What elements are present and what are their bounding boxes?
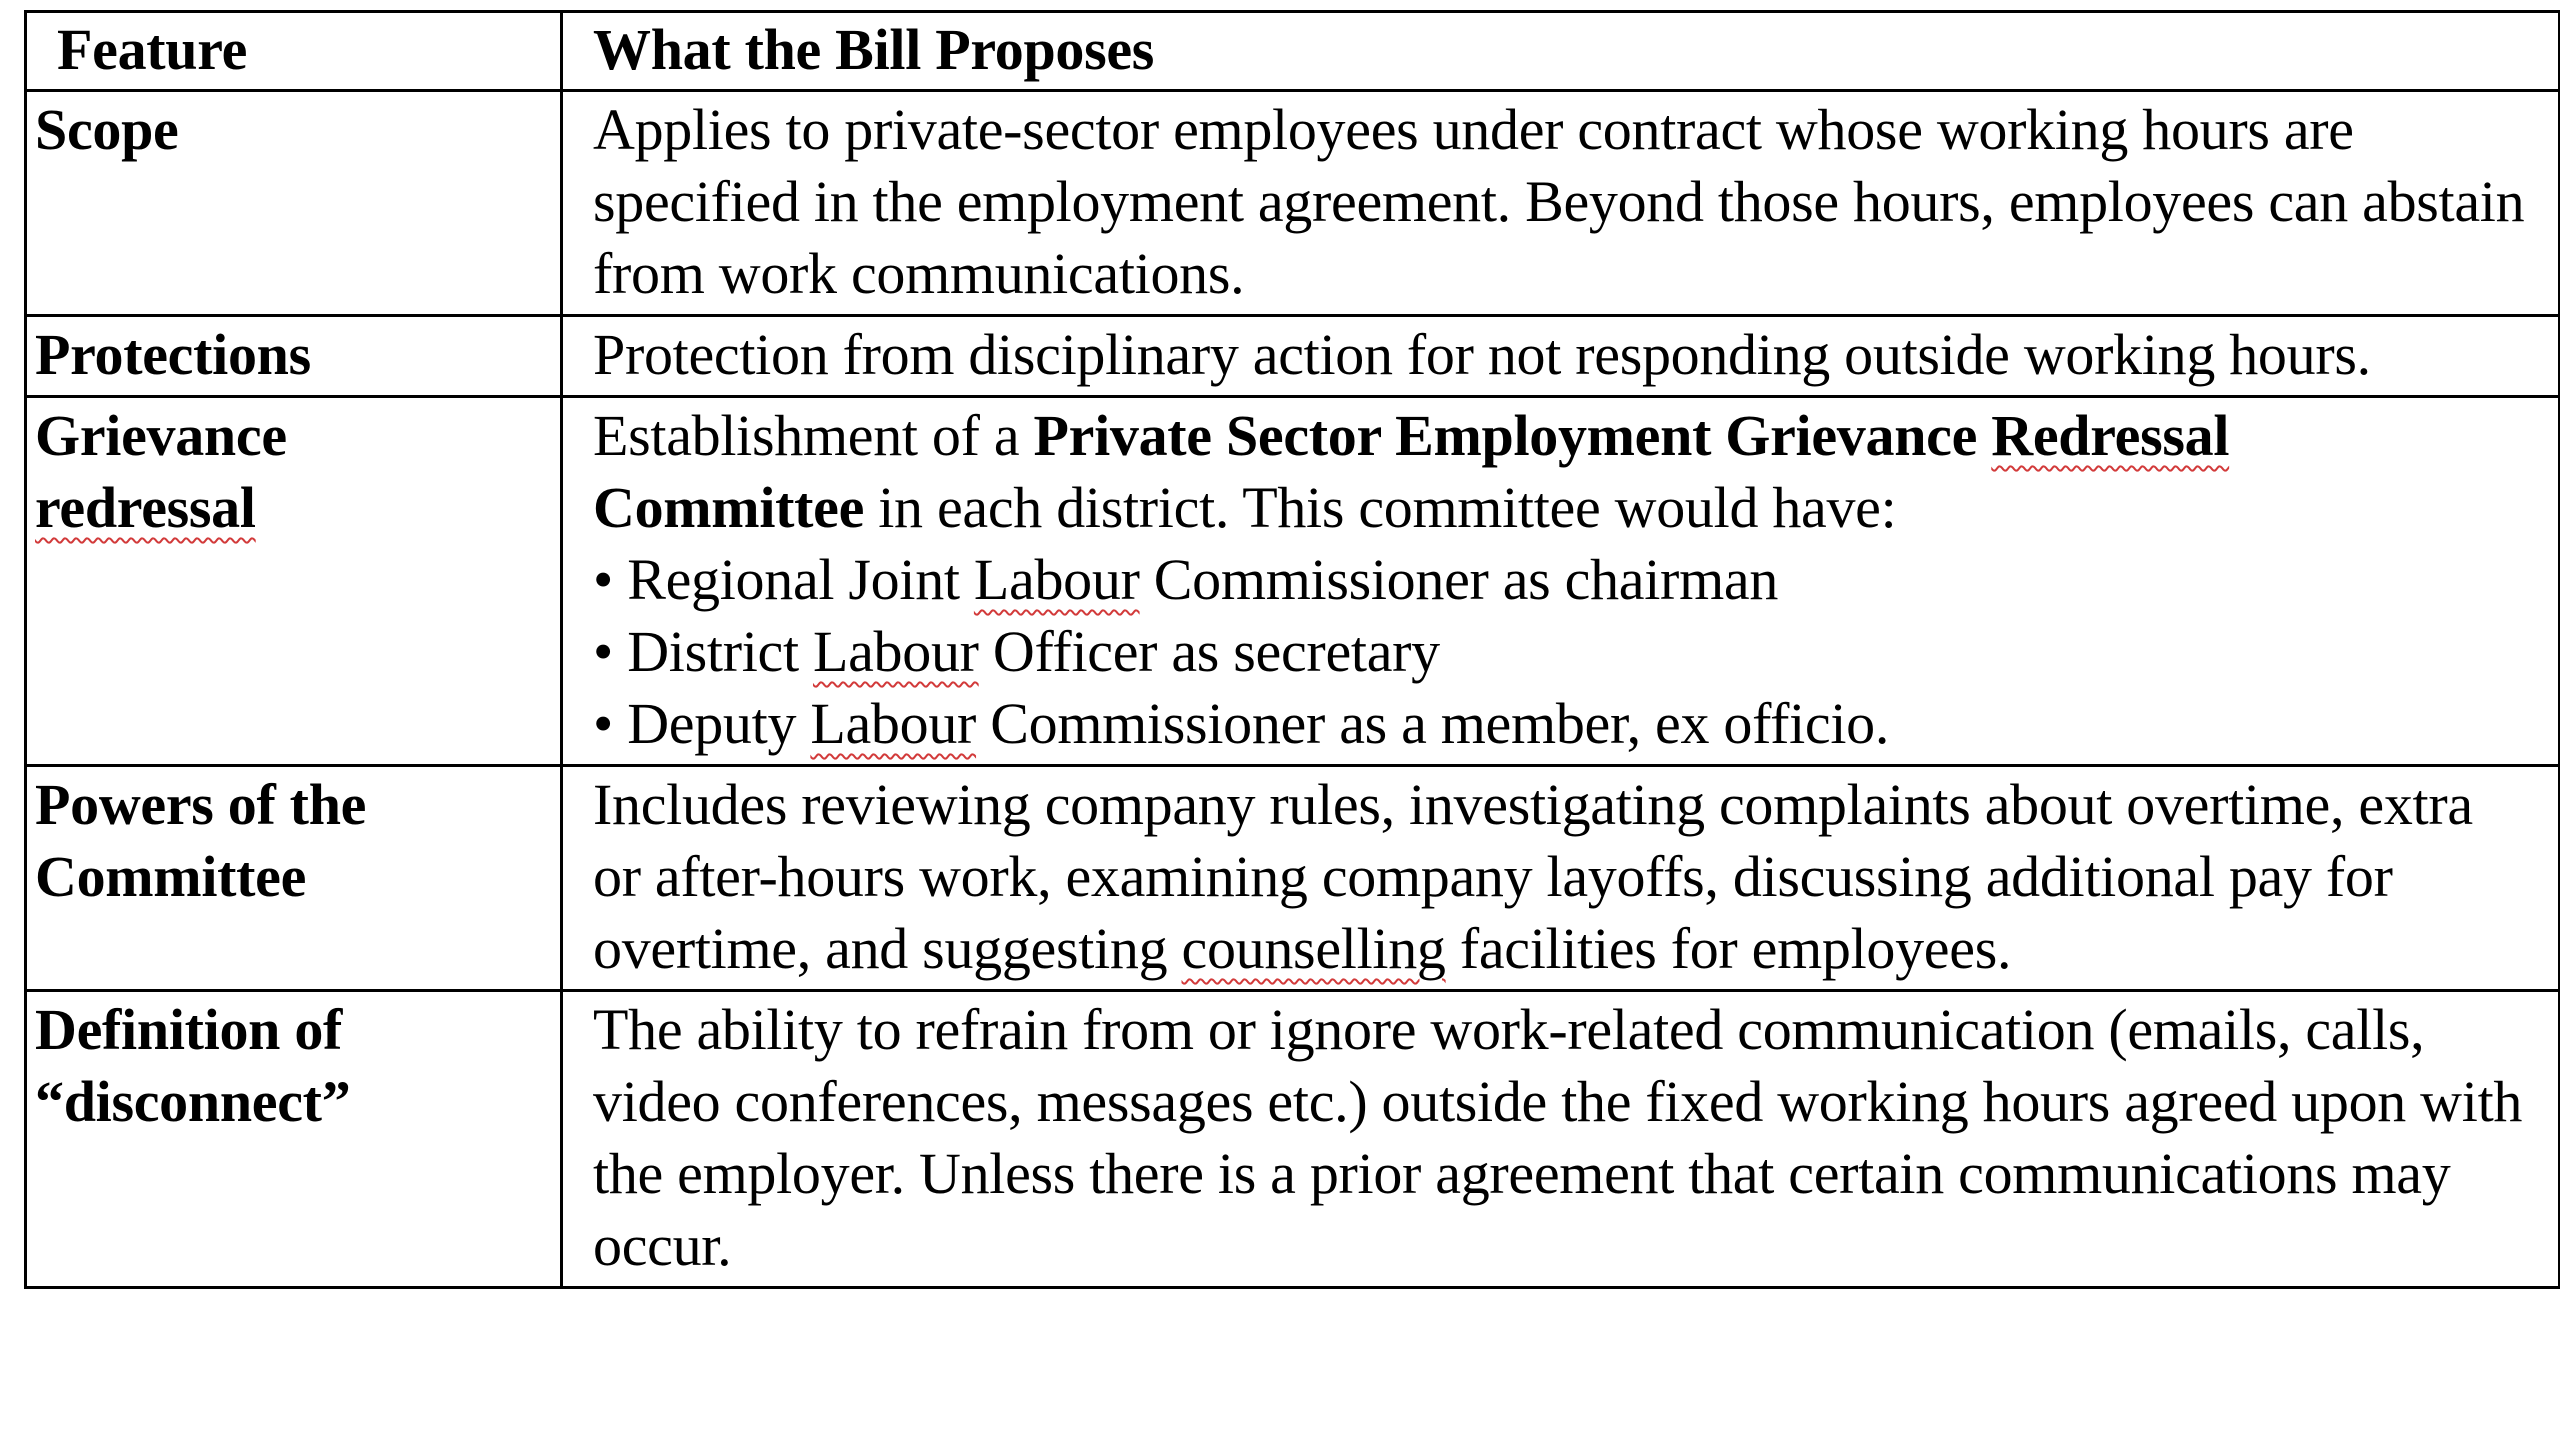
spellcheck-flagged-word: redressal	[35, 475, 256, 540]
spellcheck-flagged-word: Labour	[812, 619, 979, 684]
table-row	[26, 991, 2560, 1288]
header-proposal: What the Bill Proposes	[562, 12, 2560, 91]
list-item-text: • Deputy	[593, 691, 811, 756]
proposal-cell	[562, 397, 2560, 766]
list-item-text: Commissioner as chairman	[1139, 547, 1779, 612]
spellcheck-flagged-word: counselling	[1181, 916, 1446, 981]
feature-cell: Powers of the Committee	[26, 766, 562, 991]
table-row	[26, 91, 2560, 316]
proposal-intro-rest: in each district. This committee would have:	[864, 475, 1897, 540]
list-item	[593, 616, 2532, 688]
list-item	[593, 544, 2532, 616]
list-item-text: Commissioner as a member, ex officio.	[976, 691, 1890, 756]
proposal-text: facilities for employees.	[1445, 916, 2012, 981]
proposal-intro: Establishment of a	[593, 403, 1034, 468]
spellcheck-flagged-word: Labour	[810, 691, 977, 756]
list-item-text: • Regional Joint	[593, 547, 974, 612]
spellcheck-flagged-word: Labour	[973, 547, 1140, 612]
table-header-row	[26, 12, 2560, 91]
proposal-cell: Protection from disciplinary action for not responding outside working hours.	[562, 316, 2560, 397]
proposal-text: Includes reviewing company rules, investigating complaints about overtime, extra or after-hours work, examining company layoffs, discussing additional pay for overtime, and suggesting	[593, 772, 2473, 981]
committee-name-part: Committee	[593, 475, 865, 540]
feature-text: Grievance	[35, 403, 287, 468]
header-feature: Feature	[26, 12, 562, 91]
table-row	[26, 316, 2560, 397]
feature-cell: Scope	[26, 91, 562, 316]
list-item-text: Officer as secretary	[978, 619, 1440, 684]
proposal-cell: The ability to refrain from or ignore work-related communication (emails, calls, video conferences, messages etc.) outside the fixed working hours agreed upon with the employer. Unless there is a prior agreement that certain communications may occur.	[562, 991, 2560, 1288]
feature-cell: Protections	[26, 316, 562, 397]
list-item-text: • District	[593, 619, 813, 684]
proposal-table	[24, 10, 2560, 1289]
feature-cell	[26, 397, 562, 766]
feature-cell: Definition of “disconnect”	[26, 991, 562, 1288]
table-row	[26, 766, 2560, 991]
committee-name-part: Private Sector Employment Grievance	[1033, 403, 1978, 468]
list-item	[593, 688, 2532, 760]
table-row	[26, 397, 2560, 766]
spellcheck-flagged-word: Redressal	[1991, 403, 2230, 468]
proposal-cell: Applies to private-sector employees under contract whose working hours are specified in the employment agreement. Beyond those hours, employees can abstain from work communications.	[562, 91, 2560, 316]
proposal-cell	[562, 766, 2560, 991]
